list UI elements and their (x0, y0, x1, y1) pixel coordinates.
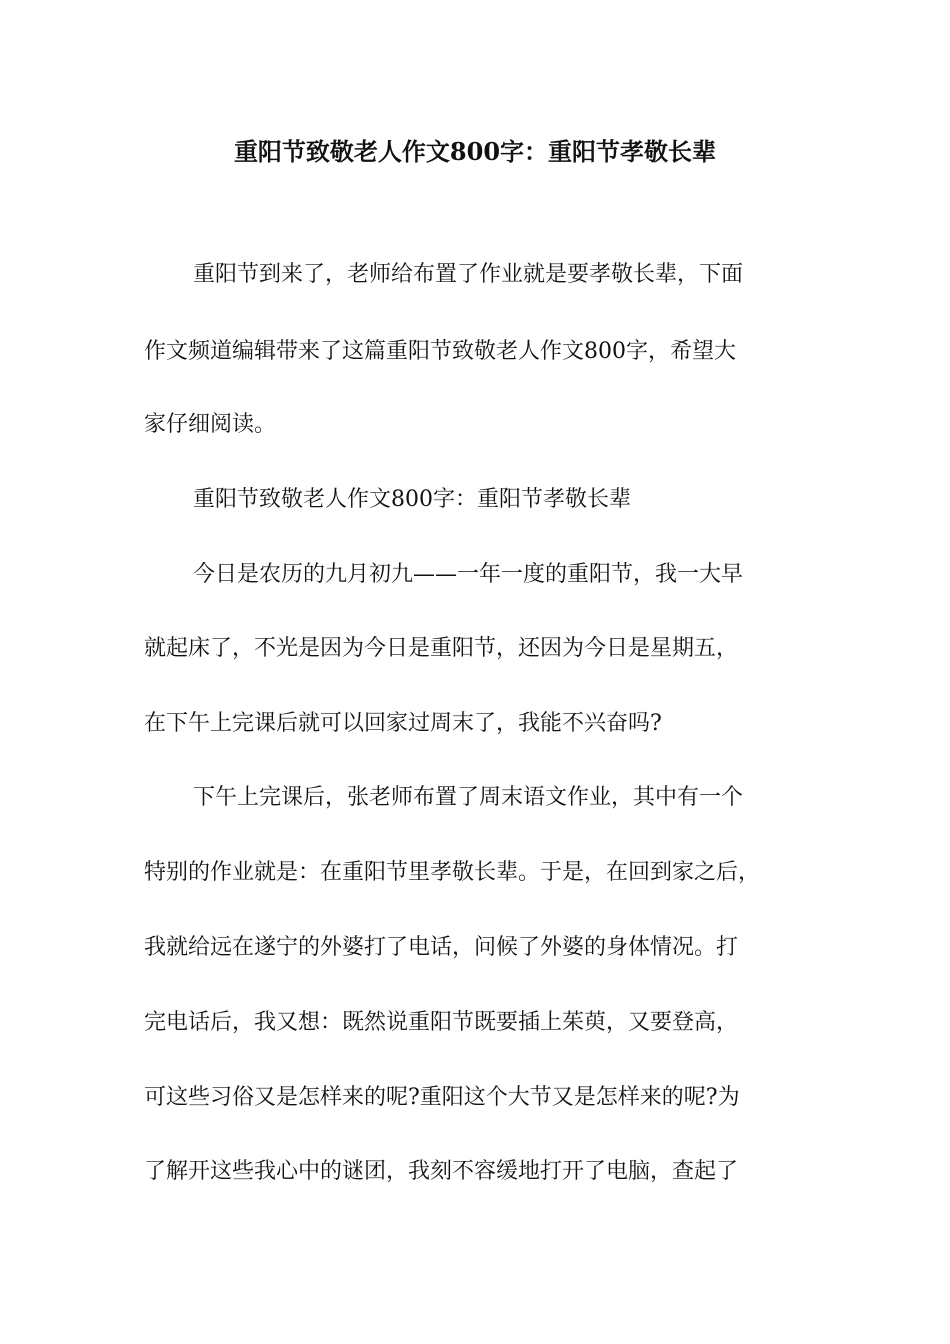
paragraph-line: 下午上完课后，张老师布置了周末语文作业，其中有一个 (193, 785, 744, 810)
paragraph-line: 我就给远在遂宁的外婆打了电话，问候了外婆的身体情况。打 (144, 935, 739, 960)
paragraph-line: 特别的作业就是：在重阳节里孝敬长辈。于是，在回到家之后， (144, 860, 761, 885)
paragraph-line: 重阳节到来了，老师给布置了作业就是要孝敬长辈，下面 (193, 262, 744, 287)
document-title: 重阳节致敬老人作文800字：重阳节孝敬长辈 (233, 137, 717, 166)
paragraph-line: 作文频道编辑带来了这篇重阳节致敬老人作文800字，希望大 (144, 339, 736, 364)
paragraph-line: 重阳节致敬老人作文800字：重阳节孝敬长辈 (193, 487, 631, 512)
paragraph-line: 在下午上完课后就可以回家过周末了，我能不兴奋吗? (144, 711, 662, 736)
paragraph-line: 了解开这些我心中的谜团，我刻不容缓地打开了电脑，查起了 (144, 1159, 739, 1184)
paragraph-line: 完电话后，我又想：既然说重阳节既要插上茱萸，又要登高， (144, 1010, 739, 1035)
paragraph-line: 可这些习俗又是怎样来的呢?重阳这个大节又是怎样来的呢?为 (144, 1085, 740, 1110)
paragraph-line: 今日是农历的九月初九——一年一度的重阳节，我一大早 (193, 562, 744, 587)
paragraph-line: 就起床了，不光是因为今日是重阳节，还因为今日是星期五， (144, 636, 739, 661)
paragraph-line: 家仔细阅读。 (144, 412, 277, 437)
